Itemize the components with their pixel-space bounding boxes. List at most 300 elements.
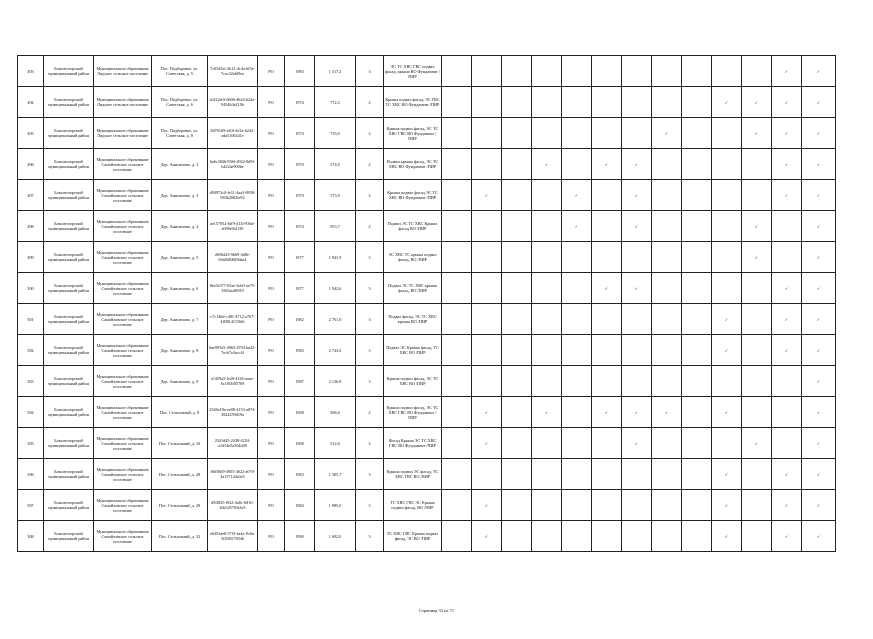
empty-cell bbox=[652, 273, 682, 304]
empty-cell bbox=[682, 180, 712, 211]
empty-cell bbox=[772, 397, 802, 428]
table-row bbox=[18, 118, 836, 149]
empty-cell bbox=[532, 118, 562, 149]
empty-cell bbox=[622, 87, 652, 118]
district-cell: Бокситогорский муниципальный район bbox=[44, 459, 94, 490]
municipality-cell: Муниципальное образование Самойловское сельское поселение bbox=[94, 521, 152, 552]
empty-cell bbox=[502, 304, 532, 335]
empty-cell bbox=[562, 397, 592, 428]
house-id-cell: 2546e18a-ee08-4153-a074-3824259d19a bbox=[208, 397, 258, 428]
checkmark-icon: ✓ bbox=[712, 459, 742, 490]
table-row bbox=[18, 490, 836, 521]
works-cell: ТС ХВС ГВС Крыша подвал фасад, ЭС ВО /ПИР bbox=[384, 521, 442, 552]
row-number: 496 bbox=[18, 149, 44, 180]
area-cell: 512,6 bbox=[315, 428, 356, 459]
row-number: 493 bbox=[18, 56, 44, 87]
row-number: 494 bbox=[18, 87, 44, 118]
empty-cell bbox=[502, 242, 532, 273]
checkmark-icon: ✓ bbox=[802, 149, 836, 180]
checkmark-icon: ✓ bbox=[802, 366, 836, 397]
empty-cell bbox=[472, 149, 502, 180]
empty-cell bbox=[532, 335, 562, 366]
empty-cell bbox=[562, 335, 592, 366]
type-cell: РО bbox=[258, 180, 285, 211]
checkmark-icon: ✓ bbox=[772, 56, 802, 87]
type-cell: РО bbox=[258, 490, 285, 521]
empty-cell bbox=[682, 118, 712, 149]
year-cell: 1974 bbox=[285, 87, 315, 118]
table-row bbox=[18, 180, 836, 211]
checkmark-icon: ✓ bbox=[472, 428, 502, 459]
empty-cell bbox=[532, 56, 562, 87]
type-cell: РО bbox=[258, 118, 285, 149]
checkmark-icon: ✓ bbox=[772, 273, 802, 304]
checkmark-icon: ✓ bbox=[712, 490, 742, 521]
address-cell: Пос. Сельхозный, д. 32 bbox=[152, 521, 208, 552]
empty-cell bbox=[772, 428, 802, 459]
works-cell: Подвал крыша фасад, ЭС ТС ХВС ВО Фундамент /ПИР bbox=[384, 149, 442, 180]
year-cell: 1970 bbox=[285, 149, 315, 180]
works-cell: Крыша подвал фасад, ЭС ТС ХВС ВО /ПИР bbox=[384, 366, 442, 397]
empty-cell bbox=[622, 56, 652, 87]
empty-cell bbox=[442, 87, 472, 118]
empty-cell bbox=[652, 211, 682, 242]
empty-cell bbox=[742, 490, 772, 521]
checkmark-icon: ✓ bbox=[592, 273, 622, 304]
checkmark-icon: ✓ bbox=[802, 273, 836, 304]
empty-cell bbox=[592, 335, 622, 366]
checkmark-icon: ✓ bbox=[802, 211, 836, 242]
empty-cell bbox=[502, 118, 532, 149]
empty-cell bbox=[622, 118, 652, 149]
empty-cell bbox=[682, 366, 712, 397]
empty-cell bbox=[592, 242, 622, 273]
floors-cell: 2 bbox=[356, 149, 384, 180]
empty-cell bbox=[502, 211, 532, 242]
empty-cell bbox=[592, 180, 622, 211]
empty-cell bbox=[682, 521, 712, 552]
checkmark-icon: ✓ bbox=[712, 87, 742, 118]
empty-cell bbox=[712, 428, 742, 459]
checkmark-icon: ✓ bbox=[712, 521, 742, 552]
table-row bbox=[18, 366, 836, 397]
house-id-cell: 2341d45-2438-4254-a1d54e5a504d49 bbox=[208, 428, 258, 459]
address-cell: Дер. Анисимово, д. 7 bbox=[152, 304, 208, 335]
checkmark-icon: ✓ bbox=[772, 459, 802, 490]
works-cell: ТС ХВС ГВС ЭС Крыша подвал фасад, ВО /ПИР bbox=[384, 490, 442, 521]
checkmark-icon: ✓ bbox=[742, 211, 772, 242]
empty-cell bbox=[442, 335, 472, 366]
table-row bbox=[18, 87, 836, 118]
checkmark-icon: ✓ bbox=[802, 242, 836, 273]
area-cell: 953,7 bbox=[315, 211, 356, 242]
house-id-cell: 6ae995e5-4063-4704-ba43-7ecb7e2acc4f bbox=[208, 335, 258, 366]
empty-cell bbox=[472, 335, 502, 366]
year-cell: 1982 bbox=[285, 304, 315, 335]
floors-cell: 2 bbox=[356, 397, 384, 428]
type-cell: РО bbox=[258, 87, 285, 118]
works-cell: ЭС ХВС ТС крыша подвал фасад, ВО /ПИР bbox=[384, 242, 442, 273]
type-cell: РО bbox=[258, 366, 285, 397]
year-cell: 1974 bbox=[285, 118, 315, 149]
municipality-cell: Муниципальное образование Самойловское сельское поселение bbox=[94, 428, 152, 459]
row-number: 503 bbox=[18, 366, 44, 397]
empty-cell bbox=[772, 211, 802, 242]
empty-cell bbox=[712, 118, 742, 149]
empty-cell bbox=[592, 87, 622, 118]
empty-cell bbox=[562, 521, 592, 552]
checkmark-icon: ✓ bbox=[472, 521, 502, 552]
municipality-cell: Муниципальное образование Самойловское сельское поселение bbox=[94, 242, 152, 273]
empty-cell bbox=[472, 56, 502, 87]
empty-cell bbox=[502, 87, 532, 118]
floors-cell: 3 bbox=[356, 521, 384, 552]
empty-cell bbox=[502, 180, 532, 211]
checkmark-icon: ✓ bbox=[772, 149, 802, 180]
empty-cell bbox=[742, 56, 772, 87]
type-cell: РО bbox=[258, 273, 285, 304]
municipality-cell: Муниципальное образование Самойловское сельское поселение bbox=[94, 304, 152, 335]
empty-cell bbox=[562, 118, 592, 149]
floors-cell: 3 bbox=[356, 56, 384, 87]
row-number: 499 bbox=[18, 242, 44, 273]
address-cell: Дер. Анисимово, д. 3 bbox=[152, 180, 208, 211]
empty-cell bbox=[532, 180, 562, 211]
house-id-cell: ae157052-bff9-413f-936d-a090e9a1f39 bbox=[208, 211, 258, 242]
empty-cell bbox=[742, 273, 772, 304]
empty-cell bbox=[712, 180, 742, 211]
checkmark-icon: ✓ bbox=[652, 397, 682, 428]
year-cell: 1984 bbox=[285, 490, 315, 521]
area-cell: 1 942,6 bbox=[315, 273, 356, 304]
empty-cell bbox=[592, 211, 622, 242]
row-number: 497 bbox=[18, 180, 44, 211]
floors-cell: 3 bbox=[356, 459, 384, 490]
area-cell: 735,0 bbox=[315, 118, 356, 149]
empty-cell bbox=[562, 428, 592, 459]
empty-cell bbox=[682, 304, 712, 335]
works-cell: ЭС ТС ХВС ГВС подвал фасад, крыша ВО Фундамент /ПИР bbox=[384, 56, 442, 87]
empty-cell bbox=[742, 366, 772, 397]
empty-cell bbox=[592, 304, 622, 335]
works-cell: Крыша подвал фасад, ЭС ГВС ТС ХВС ВО Фундамент /ПИР bbox=[384, 87, 442, 118]
empty-cell bbox=[592, 366, 622, 397]
table-row bbox=[18, 335, 836, 366]
district-cell: Бокситогорский муниципальный район bbox=[44, 366, 94, 397]
table-row bbox=[18, 521, 836, 552]
empty-cell bbox=[442, 366, 472, 397]
empty-cell bbox=[562, 273, 592, 304]
empty-cell bbox=[442, 521, 472, 552]
repair-program-table bbox=[17, 55, 836, 552]
empty-cell bbox=[442, 490, 472, 521]
empty-cell bbox=[532, 366, 562, 397]
empty-cell bbox=[682, 87, 712, 118]
table-row bbox=[18, 428, 836, 459]
empty-cell bbox=[592, 428, 622, 459]
empty-cell bbox=[532, 459, 562, 490]
area-cell: 2 136,8 bbox=[315, 366, 356, 397]
municipality-cell: Муниципальное образование Самойловское сельское поселение bbox=[94, 459, 152, 490]
floors-cell: 2 bbox=[356, 211, 384, 242]
address-cell: Дер. Анисимово, д. 8 bbox=[152, 335, 208, 366]
type-cell: РО bbox=[258, 242, 285, 273]
municipality-cell: Муниципальное образование Самойловское сельское поселение bbox=[94, 397, 152, 428]
empty-cell bbox=[502, 366, 532, 397]
table-row bbox=[18, 273, 836, 304]
area-cell: 573,9 bbox=[315, 180, 356, 211]
row-number: 501 bbox=[18, 304, 44, 335]
empty-cell bbox=[682, 335, 712, 366]
empty-cell bbox=[652, 459, 682, 490]
checkmark-icon: ✓ bbox=[562, 211, 592, 242]
table-row bbox=[18, 459, 836, 490]
empty-cell bbox=[742, 304, 772, 335]
checkmark-icon: ✓ bbox=[562, 180, 592, 211]
address-cell: Пос. Сельхозный, д. 10 bbox=[152, 428, 208, 459]
checkmark-icon: ✓ bbox=[772, 304, 802, 335]
district-cell: Бокситогорский муниципальный район bbox=[44, 428, 94, 459]
empty-cell bbox=[442, 304, 472, 335]
empty-cell bbox=[682, 149, 712, 180]
empty-cell bbox=[772, 242, 802, 273]
floors-cell: 2 bbox=[356, 87, 384, 118]
house-id-cell: 7c0545ef-2b12-4c4a-bf5a-7cec32a6f9ea bbox=[208, 56, 258, 87]
empty-cell bbox=[532, 521, 562, 552]
type-cell: РО bbox=[258, 149, 285, 180]
empty-cell bbox=[652, 149, 682, 180]
house-id-cell: d94972c0-fe11-4aa3-8958-963b2082fe92 bbox=[208, 180, 258, 211]
district-cell: Бокситогорский муниципальный район bbox=[44, 273, 94, 304]
empty-cell bbox=[502, 397, 532, 428]
empty-cell bbox=[592, 459, 622, 490]
empty-cell bbox=[712, 366, 742, 397]
empty-cell bbox=[532, 211, 562, 242]
district-cell: Бокситогорский муниципальный район bbox=[44, 180, 94, 211]
checkmark-icon: ✓ bbox=[622, 273, 652, 304]
municipality-cell: Муниципальное образование Лидское сельское поселение bbox=[94, 56, 152, 87]
empty-cell bbox=[712, 273, 742, 304]
checkmark-icon: ✓ bbox=[622, 180, 652, 211]
municipality-cell: Муниципальное образование Самойловское сельское поселение bbox=[94, 211, 152, 242]
empty-cell bbox=[502, 521, 532, 552]
area-cell: 772,2 bbox=[315, 87, 356, 118]
empty-cell bbox=[652, 242, 682, 273]
house-id-cell: 8d76169-e20f-4e3a-b242-ada5106441e bbox=[208, 118, 258, 149]
empty-cell bbox=[622, 521, 652, 552]
empty-cell bbox=[442, 180, 472, 211]
checkmark-icon: ✓ bbox=[772, 87, 802, 118]
house-id-cell: 2656d23-9b69-4d8e-b9a04846f9daa4 bbox=[208, 242, 258, 273]
type-cell: РО bbox=[258, 397, 285, 428]
year-cell: 1983 bbox=[285, 335, 315, 366]
checkmark-icon: ✓ bbox=[742, 118, 772, 149]
municipality-cell: Муниципальное образование Самойловское сельское поселение bbox=[94, 149, 152, 180]
year-cell: 1977 bbox=[285, 273, 315, 304]
empty-cell bbox=[502, 335, 532, 366]
floors-cell: 3 bbox=[356, 304, 384, 335]
empty-cell bbox=[682, 459, 712, 490]
area-cell: 2 761,0 bbox=[315, 304, 356, 335]
municipality-cell: Муниципальное образование Самойловское сельское поселение bbox=[94, 490, 152, 521]
checkmark-icon: ✓ bbox=[802, 428, 836, 459]
checkmark-icon: ✓ bbox=[592, 397, 622, 428]
empty-cell bbox=[742, 180, 772, 211]
year-cell: 1983 bbox=[285, 459, 315, 490]
checkmark-icon: ✓ bbox=[622, 428, 652, 459]
empty-cell bbox=[622, 335, 652, 366]
checkmark-icon: ✓ bbox=[802, 490, 836, 521]
municipality-cell: Муниципальное образование Лидское сельское поселение bbox=[94, 118, 152, 149]
empty-cell bbox=[622, 459, 652, 490]
empty-cell bbox=[502, 459, 532, 490]
works-cell: Подвал фасад, ЭС ТС ХВС крыша ВО /ПИР bbox=[384, 304, 442, 335]
checkmark-icon: ✓ bbox=[532, 397, 562, 428]
area-cell: 574,0 bbox=[315, 149, 356, 180]
row-number: 505 bbox=[18, 428, 44, 459]
checkmark-icon: ✓ bbox=[772, 335, 802, 366]
floors-cell: 3 bbox=[356, 490, 384, 521]
empty-cell bbox=[562, 56, 592, 87]
house-id-cell: d9ff825-f922-4a8c-b816-40e345703f4e3 bbox=[208, 490, 258, 521]
checkmark-icon: ✓ bbox=[652, 118, 682, 149]
empty-cell bbox=[442, 118, 472, 149]
empty-cell bbox=[502, 273, 532, 304]
empty-cell bbox=[442, 242, 472, 273]
empty-cell bbox=[652, 87, 682, 118]
checkmark-icon: ✓ bbox=[472, 490, 502, 521]
empty-cell bbox=[502, 149, 532, 180]
checkmark-icon: ✓ bbox=[472, 397, 502, 428]
year-cell: 1977 bbox=[285, 242, 315, 273]
table-row bbox=[18, 242, 836, 273]
type-cell: РО bbox=[258, 304, 285, 335]
checkmark-icon: ✓ bbox=[802, 459, 836, 490]
empty-cell bbox=[652, 335, 682, 366]
empty-cell bbox=[472, 118, 502, 149]
empty-cell bbox=[532, 304, 562, 335]
year-cell: 1974 bbox=[285, 211, 315, 242]
address-cell: Пос. Сельхозный, д. 28 bbox=[152, 459, 208, 490]
district-cell: Бокситогорский муниципальный район bbox=[44, 304, 94, 335]
empty-cell bbox=[442, 273, 472, 304]
year-cell: 1990 bbox=[285, 521, 315, 552]
empty-cell bbox=[682, 428, 712, 459]
area-cell: 1 692,0 bbox=[315, 521, 356, 552]
empty-cell bbox=[592, 490, 622, 521]
empty-cell bbox=[622, 366, 652, 397]
area-cell: 1 941,9 bbox=[315, 242, 356, 273]
empty-cell bbox=[652, 521, 682, 552]
municipality-cell: Муниципальное образование Самойловское сельское поселение bbox=[94, 366, 152, 397]
empty-cell bbox=[592, 118, 622, 149]
empty-cell bbox=[772, 366, 802, 397]
empty-cell bbox=[742, 149, 772, 180]
municipality-cell: Муниципальное образование Самойловское сельское поселение bbox=[94, 335, 152, 366]
address-cell: Дер. Анисимово, д. 5 bbox=[152, 242, 208, 273]
checkmark-icon: ✓ bbox=[802, 304, 836, 335]
type-cell: РО bbox=[258, 521, 285, 552]
empty-cell bbox=[562, 366, 592, 397]
year-cell: 1968 bbox=[285, 428, 315, 459]
row-number: 495 bbox=[18, 118, 44, 149]
checkmark-icon: ✓ bbox=[712, 335, 742, 366]
empty-cell bbox=[472, 304, 502, 335]
checkmark-icon: ✓ bbox=[712, 397, 742, 428]
checkmark-icon: ✓ bbox=[742, 242, 772, 273]
municipality-cell: Муниципальное образование Лидское сельское поселение bbox=[94, 87, 152, 118]
table-row bbox=[18, 211, 836, 242]
house-id-cell: 6a6c3846-936f-4922-8d9f-b422ae900be bbox=[208, 149, 258, 180]
empty-cell bbox=[712, 242, 742, 273]
checkmark-icon: ✓ bbox=[742, 428, 772, 459]
checkmark-icon: ✓ bbox=[622, 397, 652, 428]
address-cell: Пос. Подборовье, ул. Советская, д. 6 bbox=[152, 87, 208, 118]
house-id-cell: c7c146d-c481-4712-a767-4498141156fb bbox=[208, 304, 258, 335]
works-cell: Подвал ЭС ТС ХВС Крыша фасад ВО /ПИР bbox=[384, 211, 442, 242]
checkmark-icon: ✓ bbox=[712, 304, 742, 335]
empty-cell bbox=[472, 366, 502, 397]
floors-cell: 2 bbox=[356, 118, 384, 149]
address-cell: Пос. Подборовье, ул. Советская, д. 8 bbox=[152, 118, 208, 149]
works-cell: Подвал ЭС Крыша фасад, ТС ХВС ВО /ПИР bbox=[384, 335, 442, 366]
district-cell: Бокситогорский муниципальный район bbox=[44, 521, 94, 552]
works-cell: Крыша подвал фасад, ЭС ТС ХВС ГВС ВО Фундамент /ПИР bbox=[384, 118, 442, 149]
district-cell: Бокситогорский муниципальный район bbox=[44, 118, 94, 149]
checkmark-icon: ✓ bbox=[802, 397, 836, 428]
house-id-cell: cb222e0f-6606-4624-b24a-9454b3a210b bbox=[208, 87, 258, 118]
empty-cell bbox=[562, 304, 592, 335]
empty-cell bbox=[742, 397, 772, 428]
empty-cell bbox=[742, 335, 772, 366]
area-cell: 1 985,0 bbox=[315, 490, 356, 521]
district-cell: Бокситогорский муниципальный район bbox=[44, 149, 94, 180]
empty-cell bbox=[562, 490, 592, 521]
empty-cell bbox=[742, 459, 772, 490]
address-cell: Пос. Сельхозный, д. 8 bbox=[152, 397, 208, 428]
house-id-cell: e1459a5-fe20-41b5-aaae-6c1f63f05769 bbox=[208, 366, 258, 397]
empty-cell bbox=[742, 521, 772, 552]
row-number: 504 bbox=[18, 397, 44, 428]
empty-cell bbox=[682, 56, 712, 87]
floors-cell: 3 bbox=[356, 273, 384, 304]
checkmark-icon: ✓ bbox=[532, 149, 562, 180]
empty-cell bbox=[682, 242, 712, 273]
empty-cell bbox=[532, 490, 562, 521]
table-row bbox=[18, 397, 836, 428]
empty-cell bbox=[652, 428, 682, 459]
empty-cell bbox=[592, 56, 622, 87]
empty-cell bbox=[562, 459, 592, 490]
empty-cell bbox=[652, 366, 682, 397]
empty-cell bbox=[562, 242, 592, 273]
empty-cell bbox=[652, 304, 682, 335]
checkmark-icon: ✓ bbox=[802, 335, 836, 366]
year-cell: 1987 bbox=[285, 366, 315, 397]
table-row bbox=[18, 304, 836, 335]
checkmark-icon: ✓ bbox=[772, 521, 802, 552]
address-cell: Пос. Подборовье, ул. Советская, д. 5 bbox=[152, 56, 208, 87]
empty-cell bbox=[682, 273, 712, 304]
house-id-cell: 8ee3e377-05ae-4cb0-ae75-3565acd8919 bbox=[208, 273, 258, 304]
empty-cell bbox=[472, 242, 502, 273]
works-cell: Крыша подвал ЭС фасад, ТС ХВС ГВС ВО /ПИР bbox=[384, 459, 442, 490]
row-number: 507 bbox=[18, 490, 44, 521]
empty-cell bbox=[472, 273, 502, 304]
empty-cell bbox=[442, 211, 472, 242]
address-cell: Дер. Анисимово, д. 9 bbox=[152, 366, 208, 397]
checkmark-icon: ✓ bbox=[772, 180, 802, 211]
